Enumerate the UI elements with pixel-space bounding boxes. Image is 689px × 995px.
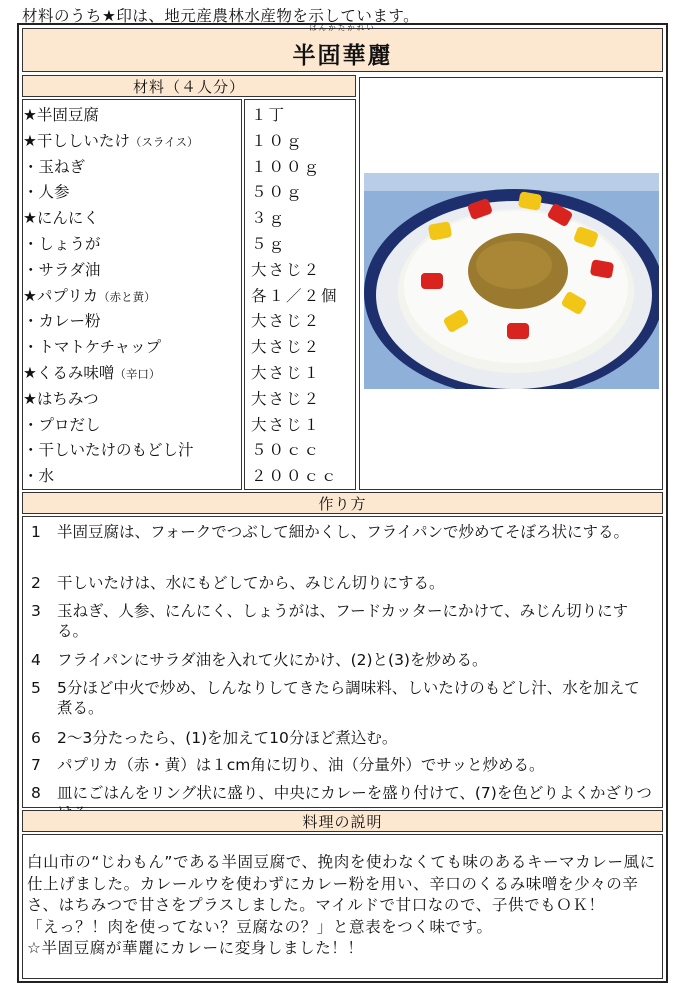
step-number: 3 [31,602,41,620]
ingredient-name [23,463,54,489]
ingredient-name-text: ・水 [23,467,55,486]
recipe-card [17,23,668,983]
ingredient-amount: 大さじ２ [251,389,322,408]
ingredient-note: （スライス） [129,134,199,149]
method-step [31,678,654,718]
title-ruby: はんかたかれい [309,22,376,32]
photo-cloth-stripe [364,173,659,191]
method-step [31,522,654,542]
ingredient-name-text: ★パプリカ [23,286,99,305]
method-step [31,650,654,670]
step-number: 2 [31,574,41,592]
ingredient-name-text: ・サラダ油 [23,260,101,279]
step-text: 干しいたけは、水にもどしてから、みじん切りにする。 [57,574,445,592]
paprika-piece [507,323,529,339]
ingredient-name [23,102,99,128]
ingredient-name-text: ・しょうが [23,235,101,253]
ingredient-name [23,437,194,463]
ingredient-name [23,360,160,386]
ingredient-amount: ３ｇ [251,209,287,228]
ingredient-amount: 各１／２個 [251,286,339,305]
ingredients-table [22,99,356,490]
step-number: 8 [31,784,41,802]
ingredient-amount: 大さじ１ [251,364,322,382]
method-step [31,601,654,641]
step-text: 玉ねぎ、人参、にんにく、しょうがは、フードカッターにかけて、みじん切りにする。 [57,602,629,640]
step-text: パプリカ（赤・黄）は１cm角に切り、油（分量外）でサッと炒める。 [57,756,545,774]
ingredient-name [23,179,70,205]
ingredient-amount: 大さじ２ [251,312,322,331]
ingredient-amount: 大さじ２ [251,260,322,279]
curry-texture [476,241,552,289]
recipe-title: 半固華麗 [292,42,393,69]
ingredient-name [23,231,101,257]
method-steps [22,516,663,808]
curry-rice-ring-photo-icon [364,173,659,389]
step-text: 2～3分たったら、(1)を加えて10分ほど煮込む。 [57,729,398,747]
ingredient-amount: ５ｇ [251,235,287,253]
ingredient-name-text: ★干ししいたけ [23,131,130,150]
ingredient-amount: ２００ｃｃ [251,467,339,486]
ingredient-name [23,128,198,154]
ingredient-name [23,412,101,438]
ingredient-note: （赤と黄） [98,289,156,304]
ingredient-name [23,205,99,231]
ingredient-name-text: ・干しいたけのもどし汁 [23,441,194,460]
ingredient-name-text: ・プロだし [23,415,101,434]
method-step [31,728,654,748]
ingredient-name [23,154,85,180]
description-text [27,852,656,960]
ingredients-heading: 材料（４人分） [22,75,356,97]
description-box [22,834,663,979]
ingredient-amount-column [244,99,356,490]
description-line: 「えっ？！肉を使ってない？豆腐なの？」と意表をつく味です。 [27,917,493,936]
header-note: 材料のうち★印は、地元産農林水産物を示しています。 [22,7,420,25]
ingredient-name-text: ・玉ねぎ [23,157,86,176]
ingredient-name-text: ★半固豆腐 [23,106,99,124]
ingredient-name-text: ・トマトケチャップ [23,338,162,357]
ingredient-note: （辛口） [114,367,161,381]
title-bar [22,22,663,72]
ingredient-name [23,283,156,309]
ingredient-amount: 大さじ１ [251,415,322,434]
ingredient-name-text: ★くるみ味噌 [23,364,115,382]
description-line: ☆半固豆腐が華麗にカレーに変身しました！！ [27,939,364,957]
ingredient-amount: １丁 [251,106,287,124]
step-number: 7 [31,756,41,774]
ingredient-name [23,334,161,360]
method-heading: 作り方 [22,492,663,514]
method-step [31,755,654,775]
step-text: 皿にごはんをリング状に盛り、中央にカレーを盛り付けて、(7)を色どりよくかざりつ [57,784,652,802]
step-number: 5 [31,679,41,697]
step-text: 5分ほど中火で炒め、しんなりしてきたら調味料、しいたけのもどし汁、水を加えて煮る。 [57,679,640,717]
ingredient-name [23,386,99,412]
ingredient-amount: ５０ｃｃ [251,441,322,460]
ingredient-name-column [22,99,242,490]
step-number: 6 [31,729,41,747]
ingredient-amount: １０ｇ [251,131,304,150]
description-heading: 料理の説明 [22,810,663,832]
step-text: 半固豆腐は、フォークでつぶして細かくし、フライパンで炒めてそぼろ状にする。 [57,523,629,541]
ingredient-amount: １００ｇ [251,157,322,176]
photo-panel [359,77,663,490]
ingredient-name-text: ・人参 [23,183,70,202]
step-number: 1 [31,523,41,541]
description-line: 白山市の“じわもん”である半固豆腐で、挽肉を使わなくても味のあるキーマカレー風に仕上げました。カレールウを使わずにカレー粉を用い、辛口のくるみ味噌を少々の辛さ、はちみつで甘さをプラスしました。マイルドで甘口なので、子供でもＯＫ！ [27,853,656,914]
paprika-piece [421,273,443,289]
ingredient-name [23,257,100,283]
ingredient-name-text: ★にんにく [23,209,99,228]
step-number: 4 [31,651,41,669]
ingredient-name [23,308,101,334]
method-step [31,573,654,593]
step-text: フライパンにサラダ油を入れて火にかけ、(2)と(3)を炒める。 [57,651,488,669]
ingredient-name-text: ・カレー粉 [23,312,101,331]
ingredient-amount: 大さじ２ [251,338,322,357]
ingredient-amount: ５０ｇ [251,183,304,202]
ingredient-name-text: ★はちみつ [23,389,99,408]
